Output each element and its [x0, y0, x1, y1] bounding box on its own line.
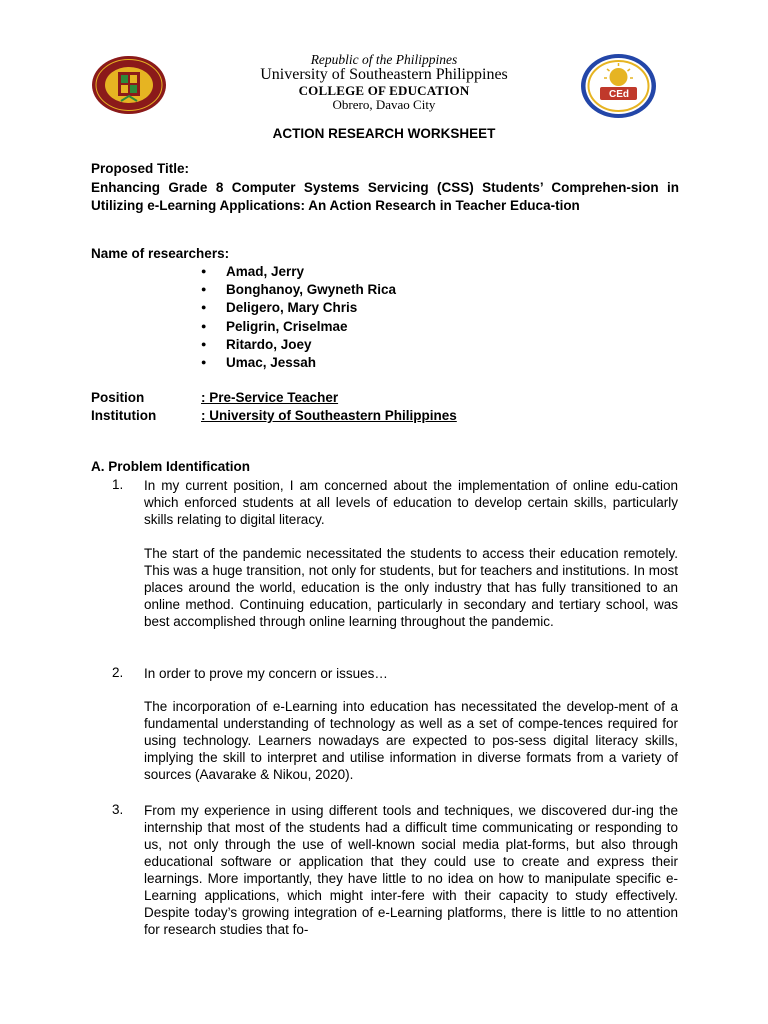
- institution-label: Institution: [91, 408, 157, 423]
- item-paragraph: The start of the pandemic necessitated the students to access their education remotely. This was a huge transition, not only for students, but for teachers and institutions. In most places around the world, education is the only industry that has fully transitioned to an online method. Continuing education, particularly in secondary and tertiary school, was best accomplished through online learning throughout the pandemic.: [144, 546, 678, 629]
- college-name: COLLEGE OF EDUCATION: [298, 83, 470, 98]
- proposed-title-label: Proposed Title:: [91, 161, 190, 176]
- institution-value-text: : University of Southeastern Philippines: [201, 408, 457, 423]
- proposed-title-text: Enhancing Grade 8 Computer Systems Servicing (CSS) Students’ Comprehen-sion in Utilizing e-Learning Applications: An Action Research in Teacher Educa-tion: [91, 180, 679, 213]
- institution-value: [201, 408, 621, 423]
- college-seal-mark: CEd: [609, 89, 629, 100]
- researchers-label: Name of researchers:: [91, 246, 230, 261]
- item-paragraph: In my current position, I am concerned about the implementation of online edu-cation which enforced students at all levels of education to develop certain skills, particularly skills relating to digital literacy.: [144, 478, 678, 527]
- item-number: 2.: [112, 665, 124, 680]
- position-value: [201, 390, 577, 405]
- researcher-item: ● Ritardo, Joey: [226, 337, 312, 352]
- researcher-item: ● Umac, Jessah: [226, 355, 316, 370]
- item-number: 3.: [112, 802, 124, 817]
- position-label: Position: [91, 390, 145, 405]
- section-a-heading: A. Problem Identification: [91, 459, 251, 474]
- researcher-item: ● Peligrin, Criselmae: [226, 319, 348, 334]
- item-paragraph: The incorporation of e-Learning into education has necessitated the develop-ment of a fundamental understanding of technology as well as a set of compe-tences required for using technology. Learners nowadays are expected to pos-sess digital literacy skills, implying the skill to interpret and utilise information in diverse formats from a variety of sources (Aavarake & Nikou, 2020).: [144, 699, 678, 782]
- item-number: 1.: [112, 477, 124, 492]
- worksheet-title: ACTION RESEARCH WORKSHEET: [272, 126, 496, 141]
- researcher-item: ● Bonghanoy, Gwyneth Rica: [226, 282, 396, 297]
- item-paragraph: From my experience in using different tools and techniques, we discovered dur-ing the internship that most of the students had a difficult time communicating or responding to us, not only through the use of well-known social media plat-forms, but also through educational software or application that they could use to create and express their learnings. More importantly, they have little to no idea on how to manipulate specific e-Learning applications, which might inter-fere with their capacity to study effectively. Despite today’s growing integration of e-Learning platforms, there is little to no attention for research studies that fo-: [144, 803, 678, 937]
- republic-line: Republic of the Philippines: [310, 52, 458, 67]
- location-line: Obrero, Davao City: [332, 97, 436, 112]
- position-value-text: : Pre-Service Teacher: [201, 390, 339, 405]
- university-name: University of Southeastern Philippines: [260, 66, 508, 83]
- researcher-item: ● Deligero, Mary Chris: [226, 300, 357, 315]
- researcher-item: ● Amad, Jerry: [226, 264, 304, 279]
- item-paragraph: In order to prove my concern or issues…: [144, 666, 388, 681]
